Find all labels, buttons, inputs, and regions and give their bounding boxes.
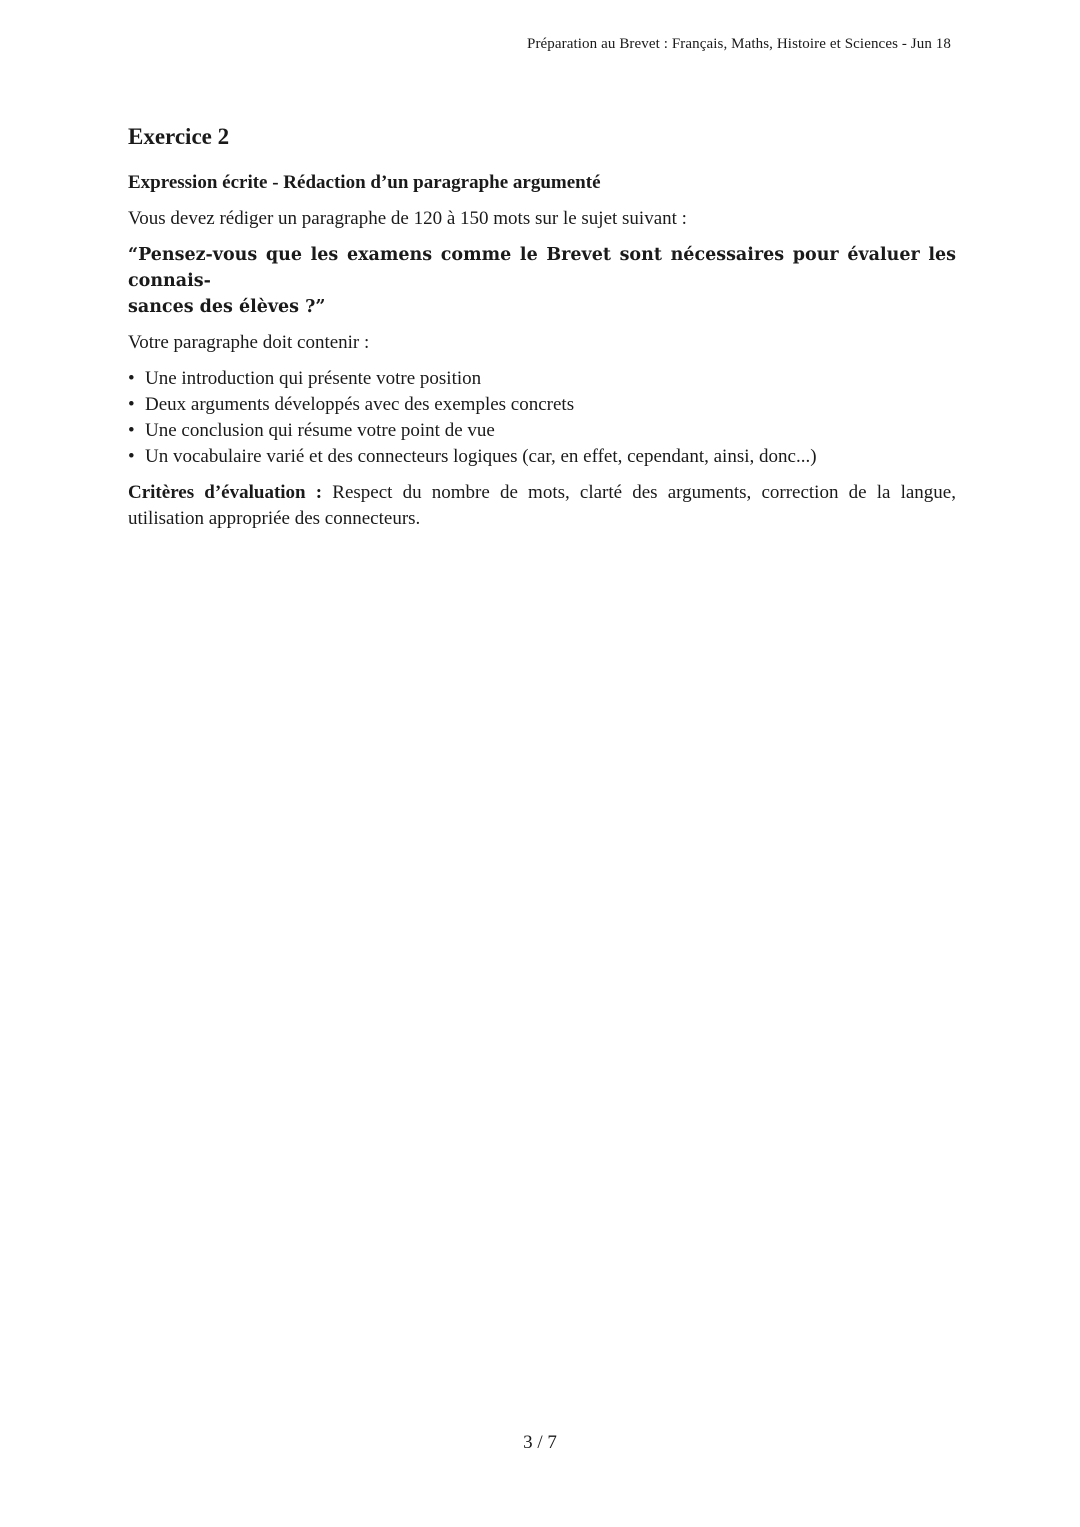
bullet-icon: •	[128, 394, 135, 415]
list-item	[128, 392, 956, 418]
list-item	[128, 444, 956, 470]
list-item	[128, 366, 956, 392]
exercise-section	[128, 122, 956, 532]
running-header: Préparation au Brevet : Français, Maths, Histoire et Sciences - Jun 18	[527, 36, 951, 52]
list-item-text: Deux arguments développés avec des exemples concrets	[145, 394, 575, 415]
bullet-icon: •	[128, 368, 135, 389]
requirements-list	[128, 366, 956, 470]
bullet-icon: •	[128, 446, 135, 467]
exercise-subtitle: Expression écrite - Rédaction d’un paragraphe argumenté	[128, 172, 601, 193]
page-number: 3 / 7	[523, 1432, 557, 1453]
bullet-icon: •	[128, 420, 135, 441]
criteria-label: Critères d’évaluation :	[128, 482, 323, 503]
essay-prompt-line2: sances des élèves ?”	[128, 297, 326, 317]
requirements-intro: Votre paragraphe doit contenir :	[128, 332, 370, 353]
evaluation-criteria	[128, 480, 956, 532]
criteria-text: Respect du nombre de mots, clarté des arguments, correction de la langue, utilisation appropriée des connecteurs.	[128, 482, 956, 529]
essay-prompt-line1: “Pensez-vous que les examens comme le Brevet sont nécessaires pour évaluer les connais-	[128, 245, 956, 291]
list-item	[128, 418, 956, 444]
list-item-text: Une introduction qui présente votre position	[145, 368, 482, 389]
instruction-text: Vous devez rédiger un paragraphe de 120 à 150 mots sur le sujet suivant :	[128, 208, 687, 229]
essay-prompt	[128, 242, 956, 320]
exercise-title: Exercice 2	[128, 124, 230, 149]
list-item-text: Une conclusion qui résume votre point de vue	[145, 420, 495, 441]
list-item-text: Un vocabulaire varié et des connecteurs logiques (car, en effet, cependant, ainsi, donc...)	[145, 446, 817, 467]
